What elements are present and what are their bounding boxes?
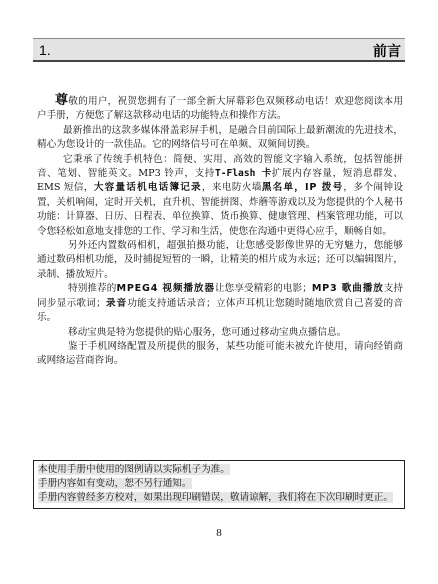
paragraph-service: 移动宝典是特为您提供的贴心服务，您可通过移动宝典点播信息。 [68, 326, 347, 338]
notice-box [33, 460, 405, 509]
mp3-highlight: MP3 歌曲播放 [311, 283, 384, 295]
paragraph-features [37, 153, 403, 239]
blacklist-highlight: 黑名单，IP 拨号 [261, 182, 344, 194]
chapter-number: 1. [39, 42, 51, 58]
notice-text: 手册内容曾经多方校对，如果出现印刷错误，敬请谅解，我们将在下次印刷时更正。 [38, 492, 393, 503]
chapter-header [33, 38, 405, 62]
features-text-a: 它秉承了传统手机特色：简便、实用、高效的智能文字输入系统，包括智能拼音、笔划、智能英文。MP3 铃声，支持 [37, 153, 403, 180]
features-text-d: ，多个闹钟设置，关机响闹，定时开关机，直升机、智能拼图、炸蘑等游戏以及为您提供的个人秘书功能：计算器、日历、日程表、单位换算、货币换算、健康管理、档案管理功能，可以令您轻松如意地支排您的工作、学习和生活，使您在沟通中更得心应手，顺畅自如。 [37, 182, 403, 237]
phonebook-highlight: 大容量话机电话簿记录 [93, 182, 202, 194]
recording-highlight: 录音 [105, 297, 128, 309]
paragraph-media [37, 282, 403, 325]
paragraph-network-note: 鉴于手机网络配置及所提供的服务，某些功能可能未被允许使用，请向经销商或网络运营商咨询。 [37, 340, 403, 367]
page-number: 8 [216, 527, 222, 539]
notice-line [38, 491, 400, 505]
chapter-title: 前言 [373, 44, 401, 60]
notice-line [38, 463, 400, 477]
tflash-label: T-Flash 卡 [214, 168, 272, 180]
paragraph-intro: 最新推出的这款多媒体滑盖彩屏手机，是融合目前国际上最新潮流的先进技术，精心为您设计的一款佳品。它的网络信号可在单频、双频间切换。 [37, 124, 403, 151]
video-player-highlight: MPEG4 视频播放器 [116, 283, 215, 295]
paragraph-greeting [37, 94, 403, 124]
media-text-a: 特别推荐的 [68, 283, 117, 295]
lead-character: 尊 [55, 93, 69, 108]
features-text-b: 扩展内存容量，短消息群发、EMS 短信， [37, 168, 404, 194]
features-text-c: ，来电防火墙 [201, 182, 262, 194]
notice-text: 手册内容如有变动，恕不另行通知。 [38, 478, 192, 489]
media-text-d: 功能支持通话录音；立体声耳机让您随时随地欣赏自己喜爱的音乐。 [37, 297, 404, 324]
media-text-c: 支持同步显示歌词； [37, 283, 404, 309]
notice-text: 本使用手册中使用的图例请以实际机子为准。 [38, 464, 230, 475]
body-text [37, 94, 403, 369]
notice-line [38, 477, 400, 491]
paragraph-camera: 另外还内置数码相机，超强拍摄功能，让您感受影像世界的无穷魅力，您能够通过数码相机功能，及时捕捉短暂的一瞬，让精美的相片成为永远；还可以编辑图片，录制、播放短片。 [37, 240, 403, 280]
greeting-text: 敬的用户，祝贺您拥有了一部全新大屏幕彩色双频移动电话！欢迎您阅读本用户手册，方便您了解这款移动电话的功能特点和操作方法。 [37, 96, 403, 122]
media-text-b: 让您享受精彩的电影； [214, 283, 312, 295]
